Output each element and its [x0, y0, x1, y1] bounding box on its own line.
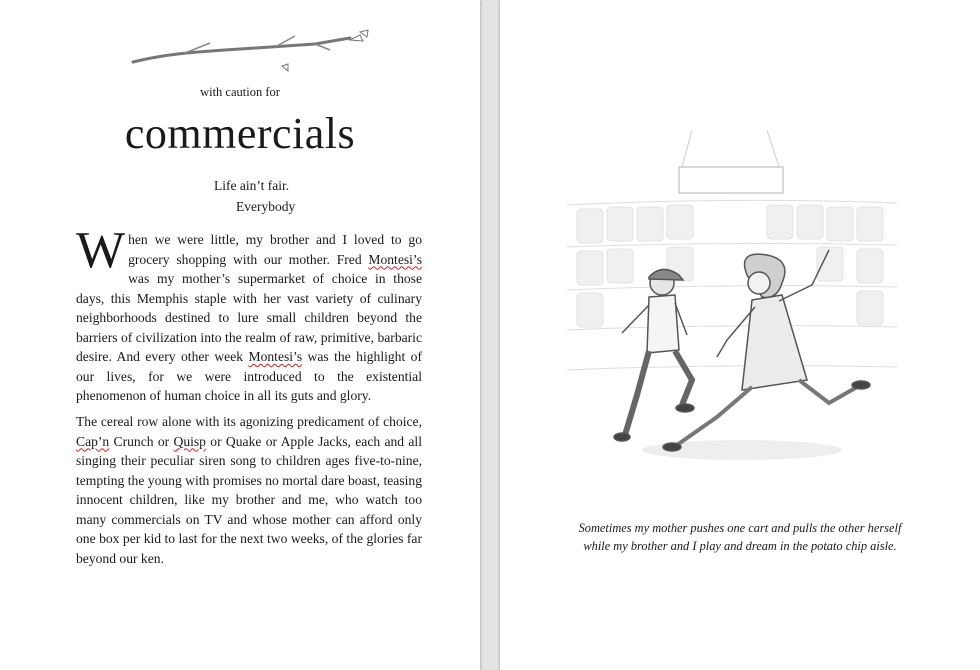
paragraph-1-text-b: was my mother’s supermarket of choice in those days, this Memphis staple with her vast variety of culinary neighborhoods destined to lure small children beyond the barriers of civilization into the realm of raw, primitive, barbaric desire. And every other week [76, 271, 422, 364]
spellcheck-word: Montesi’s [248, 349, 303, 364]
paragraph-2-text-b: Crunch or [109, 433, 174, 449]
right-page [500, 0, 980, 670]
epigraph-line-1: Life ain’t fair. [214, 178, 290, 193]
epigraph-line-2: Everybody [236, 199, 296, 214]
left-page [0, 0, 480, 670]
children-playing-illustration [567, 125, 897, 470]
paragraph-1-text-a: hen we were little, my brother and I loved to go grocery shopping with our mother. Fred [128, 232, 422, 267]
spellcheck-word: Montesi’s [368, 251, 422, 267]
paragraph-2-text-a: The cereal row alone with its agonizing predicament of choice, [76, 414, 422, 429]
paragraph-2-text-c: or Quake or Apple Jacks, each and all singing their peculiar siren song to children ages five-to-nine, tempting the young with promises no mortal dare boast, teasing innocent children, like my brother and me, who watch too many commercials on TV and whose mother can afford only one box per kid to last for the next two weeks, of the glories far beyond our ken. [76, 433, 422, 566]
illustration-caption-line-1: Sometimes my mother pushes one cart and pulls the other herself [578, 521, 902, 535]
body-paragraph-2 [76, 412, 422, 568]
illustration-caption-line-2: while my brother and I play and dream in the potato chip aisle. [583, 539, 897, 553]
paragraph-1-text-c: was the highlight of our lives, for we were introduced to the existential phenomenon of human choice in all its guts and glory. [76, 349, 422, 403]
spellcheck-word: Cap’n [76, 433, 110, 449]
spellcheck-word: Quisp [173, 433, 206, 449]
chapter-title: commercials [124, 109, 356, 158]
branch-illustration [125, 28, 375, 78]
body-paragraph-1 [76, 222, 422, 406]
chapter-eyebrow: with caution for [200, 85, 280, 99]
drop-cap: W [76, 222, 126, 279]
